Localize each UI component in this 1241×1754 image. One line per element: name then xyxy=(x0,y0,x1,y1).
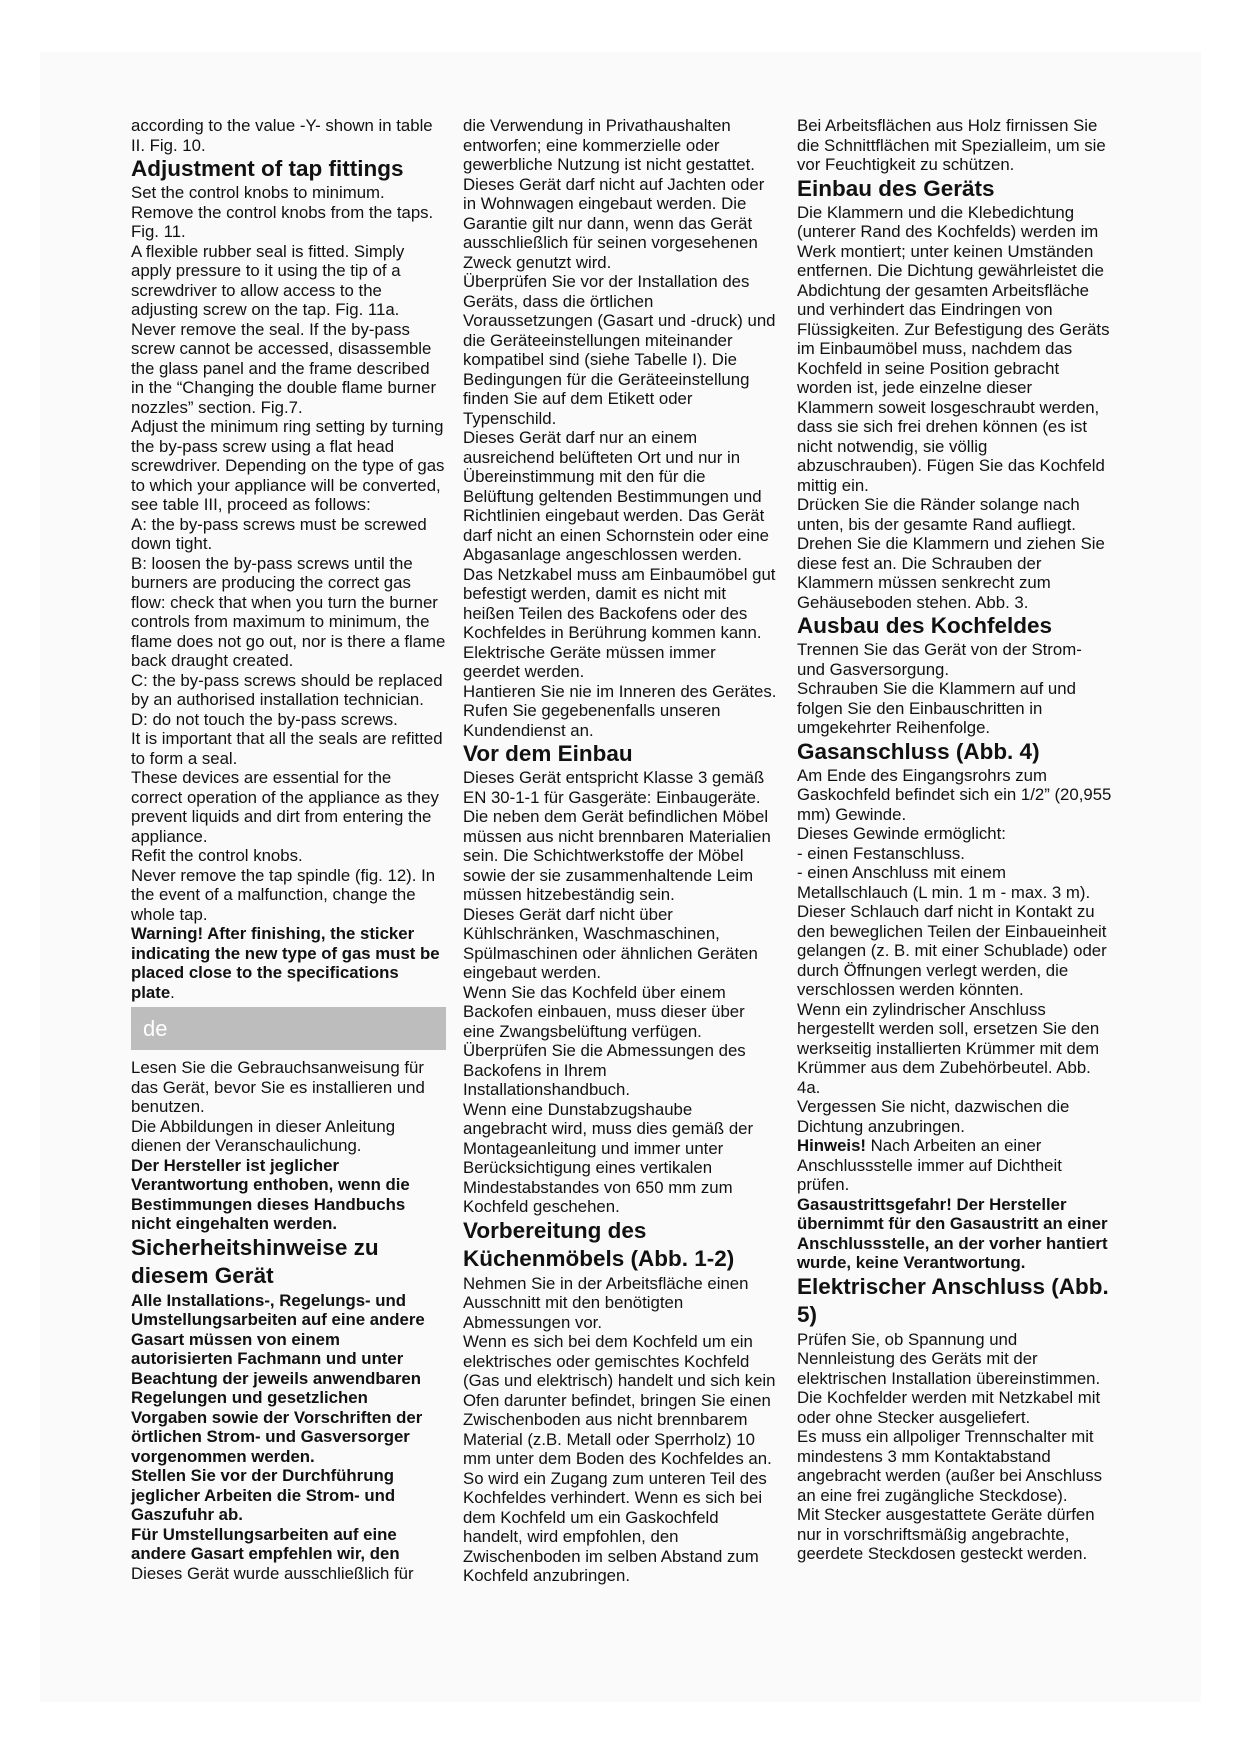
paragraph: - einen Festanschluss. xyxy=(797,843,965,863)
bold-paragraph xyxy=(131,1156,446,1234)
paragraph: Adjust the minimum ring setting by turning the by-pass screw using a flat head screwdriver. Depending on the type of gas to which your appliance will be converted, see table III, proceed as follows: xyxy=(131,417,445,514)
bold-text: Für Umstellungsarbeiten auf eine andere Gasart empfehlen wir, den xyxy=(131,1524,400,1563)
paragraph: Vergessen Sie nicht, dazwischen die Dichtung anzubringen. xyxy=(797,1097,1070,1136)
note-label: Hinweis! xyxy=(797,1136,867,1155)
paragraph: Mit Stecker ausgestattete Geräte dürfen nur in vorschriftsmäßig angebrachte, geerdete Steckdosen gesteckt werden. xyxy=(797,1505,1095,1563)
note-text: Nach Arbeiten an einer Anschlussstelle immer auf Dichtheit prüfen. xyxy=(797,1136,1062,1194)
bold-text: Stellen Sie vor der Durchführung jeglicher Arbeiten die Strom- und Gaszufuhr ab. xyxy=(131,1466,396,1524)
bold-paragraph xyxy=(131,1525,446,1564)
paragraph: Schrauben Sie die Klammern auf und folgen Sie den Einbauschritten in umgekehrter Reihenfolge. xyxy=(797,679,1076,737)
column-1 xyxy=(131,116,446,1583)
paragraph: Wenn Sie das Kochfeld über einem Backofen einbauen, muss dieser über eine Zwangsbelüftung verfügen. Überprüfen Sie die Abmessungen des Backofens in Ihrem Installationshandbuch. xyxy=(463,982,746,1099)
paragraph: Wenn eine Dunstabzugshaube angebracht wird, muss dies gemäß der Montageanleitung und immer unter Berücksichtigung eines vertikalen Mindestabstandes von 650 mm zum Kochfeld geschehen. xyxy=(463,1099,754,1216)
punctuation: . xyxy=(170,982,175,1002)
bold-paragraph xyxy=(131,924,446,1002)
bold-paragraph xyxy=(797,1195,1112,1273)
paragraph: Wenn ein zylindrischer Anschluss hergestellt werden soll, ersetzen Sie den werkseitig installierten Krümmer mit dem Krümmer aus dem Zubehörbeutel. Abb. 4a. xyxy=(797,999,1100,1097)
section-heading: Gasanschluss (Abb. 4) xyxy=(797,738,1040,764)
paragraph: Prüfen Sie, ob Spannung und Nennleistung des Geräts mit der elektrischen Installation übereinstimmen. Die Kochfelder werden mit Netzkabel mit oder ohne Stecker ausgeliefert. xyxy=(797,1329,1101,1427)
paragraph: C: the by-pass screws should be replaced by an authorised installation technician. xyxy=(131,670,443,709)
section-heading: Elektrischer Anschluss (Abb. 5) xyxy=(797,1273,1109,1327)
paragraph: These devices are essential for the correct operation of the appliance as they prevent liquids and dirt from entering the appliance. xyxy=(131,768,439,846)
paragraph: Trennen Sie das Gerät von der Strom- und Gasversorgung. xyxy=(797,640,1082,679)
column-3 xyxy=(797,116,1112,1564)
section-heading: Adjustment of tap fittings xyxy=(131,156,404,181)
paragraph: according to the value -Y- shown in table II. Fig. 10. xyxy=(131,116,433,155)
bold-text: Warning! After finishing, the sticker indicating the new type of gas must be placed close to the specifications plate xyxy=(131,924,440,1002)
paragraph: Das Netzkabel muss am Einbaumöbel gut befestigt werden, damit es nicht mit heißen Teilen des Backofens oder des Kochfeldes in Berührung kommen kann. Elektrische Geräte müssen immer geerdet werden. xyxy=(463,564,776,681)
bold-text: Der Hersteller ist jeglicher Verantwortung enthoben, wenn die Bestimmungen dieses Handbuchs nicht eingehalten werden. xyxy=(131,1155,410,1233)
bold-paragraph xyxy=(131,1291,446,1467)
paragraph: Dieses Gerät entspricht Klasse 3 gemäß EN 30-1-1 für Gasgeräte: Einbaugeräte. Die neben dem Gerät befindlichen Möbel müssen aus nicht brennbaren Materialien sein. Die Schichtwerkstoffe der Möbel sowie der sie zusammenhaltende Leim müssen hitzebeständig sein. xyxy=(463,768,771,904)
paragraph: D: do not touch the by-pass screws. xyxy=(131,709,398,729)
paragraph: Dieses Gewinde ermöglicht: xyxy=(797,824,1006,843)
paragraph: Nehmen Sie in der Arbeitsfläche einen Ausschnitt mit den benötigten Abmessungen vor. xyxy=(463,1273,749,1332)
note-paragraph xyxy=(797,1136,1112,1195)
bold-text: Alle Installations-, Regelungs- und Umstellungsarbeiten auf eine andere Gasart müssen von einem autorisierten Fachmann und unter Beachtung der jeweils anwendbaren Regelungen und gesetzlichen Vorgaben sowie der Vorschriften der örtlichen Strom- und Gasversorger vorgenommen werden. xyxy=(131,1290,425,1466)
column-2 xyxy=(463,116,777,1586)
paragraph: Drücken Sie die Ränder solange nach unten, bis der gesamte Rand aufliegt. Drehen Sie die Klammern und ziehen Sie diese fest an. Die Schrauben der Klammern müssen senkrecht zum Gehäuseboden stehen. Abb. 3. xyxy=(797,495,1105,612)
paragraph: It is important that all the seals are refitted to form a seal. xyxy=(131,729,443,768)
section-heading: Ausbau des Kochfeldes xyxy=(797,613,1053,638)
paragraph: Die Abbildungen in dieser Anleitung dienen der Veranschaulichung. xyxy=(131,1116,396,1155)
section-heading: Sicherheitshinweise zu diesem Gerät xyxy=(131,1234,379,1288)
paragraph: A flexible rubber seal is fitted. Simply apply pressure to it using the tip of a screwdriver to allow access to the adjusting screw on the tap. Fig. 11a. Never remove the seal. If the by-pass screw cannot be accessed, disassemble the glass panel and the frame described in the “Changing the double flame burner nozzles” section. Fig.7. xyxy=(131,241,437,417)
paragraph: die Verwendung in Privathaushalten entworfen; eine kommerzielle oder gewerbliche Nutzung ist nicht gestattet. Dieses Gerät darf nicht auf Jachten oder in Wohnwagen eingebaut werden. Die Garantie gilt nur dann, wenn das Gerät ausschließlich für seinen vorgesehenen Zweck genutzt wird. xyxy=(463,116,765,272)
paragraph: B: loosen the by-pass screws until the burners are producing the correct gas flow: check that when you turn the burner controls from maximum to minimum, the flame does not go out, nor is there a flame back draught created. xyxy=(131,553,446,670)
paragraph: Set the control knobs to minimum. xyxy=(131,183,385,202)
paragraph: Dieses Gerät darf nur an einem ausreichend belüfteten Ort und nur in Übereinstimmung mit den für die Belüftung geltenden Bestimmungen und Richtlinien eingebaut werden. Das Gerät darf nicht an einen Schornstein oder eine Abgasanlage angeschlossen werden. xyxy=(463,428,769,564)
paragraph: Hantieren Sie nie im Inneren des Gerätes. Rufen Sie gegebenenfalls unseren Kundendienst an. xyxy=(463,681,777,740)
paragraph: Dieses Gerät darf nicht über Kühlschränken, Waschmaschinen, Spülmaschinen oder ähnlichen Geräten eingebaut werden. xyxy=(463,904,758,982)
section-heading: Vorbereitung des Küchenmöbels (Abb. 1-2) xyxy=(463,1217,735,1271)
bold-text: Gasaustrittsgefahr! Der Hersteller übernimmt für den Gasaustritt an einer Anschlussstelle, an der vorher hantiert wurde, keine Verantwortung. xyxy=(797,1194,1108,1272)
paragraph: Überprüfen Sie vor der Installation des Geräts, dass die örtlichen Voraussetzungen (Gasart und -druck) und die Geräteeinstellungen miteinander kompatibel sind (siehe Tabelle I). Die Bedingungen für die Geräteeinstellung finden Sie auf dem Etikett oder Typenschild. xyxy=(463,272,776,428)
paragraph: Never remove the tap spindle (fig. 12). In the event of a malfunction, change the whole tap. xyxy=(131,865,436,924)
paragraph: A: the by-pass screws must be screwed down tight. xyxy=(131,514,427,553)
paragraph: Wenn es sich bei dem Kochfeld um ein elektrisches oder gemischtes Kochfeld (Gas und elektrisch) handelt und sich kein Ofen darunter befindet, bringen Sie einen Zwischenboden aus nicht brennbarem Material (z.B. Metall oder Sperrholz) 10 mm unter dem Boden des Kochfeldes an. So wird ein Zugang zum unteren Teil des Kochfeldes verhindert. Wenn es sich bei dem Kochfeld um ein Gaskochfeld handelt, wird empfohlen, den Zwischenboden im selben Abstand zum Kochfeld anzubringen. xyxy=(463,1332,776,1585)
paragraph: Lesen Sie die Gebrauchsanweisung für das Gerät, bevor Sie es installieren und benutzen. xyxy=(131,1058,425,1116)
section-heading: Einbau des Geräts xyxy=(797,175,995,201)
paragraph: Dieses Gerät wurde ausschließlich für xyxy=(131,1563,414,1583)
paragraph: Refit the control knobs. xyxy=(131,846,303,865)
paragraph: Remove the control knobs from the taps. Fig. 11. xyxy=(131,202,434,241)
paragraph: Am Ende des Eingangsrohrs zum Gaskochfeld befindet sich ein 1/2” (20,955 mm) Gewinde. xyxy=(797,765,1112,824)
paragraph: Bei Arbeitsflächen aus Holz firnissen Sie die Schnittflächen mit Spezialleim, um sie vor Feuchtigkeit zu schützen. xyxy=(797,116,1106,174)
paragraph: Die Klammern und die Klebedichtung (unterer Rand des Kochfelds) werden im Werk montiert; unter keinen Umständen entfernen. Die Dichtung gewährleistet die Abdichtung der gesamten Arbeitsfläche und verhindert das Eindringen von Flüssigkeiten. Zur Befestigung des Geräts im Einbaumöbel muss, nachdem das Kochfeld in seine Position gebracht worden ist, jede einzelne dieser Klammern soweit losgeschraubt werden, dass sie sich frei drehen können (es ist nicht notwendig, sie völlig abzuschrauben). Fügen Sie das Kochfeld mittig ein. xyxy=(797,202,1110,495)
paragraph: - einen Anschluss mit einem Metallschlauch (L min. 1 m - max. 3 m). Dieser Schlauch darf nicht in Kontakt zu den beweglichen Teilen der Einbaueinheit gelangen (z. B. mit einer Schublade) oder durch Öffnungen verlegt werden, die verschlossen werden könnten. xyxy=(797,863,1107,999)
language-band: de xyxy=(131,1007,446,1050)
paragraph: Es muss ein allpoliger Trennschalter mit mindestens 3 mm Kontaktabstand angebracht werden (außer bei Anschluss an eine frei zugängliche Steckdose). xyxy=(797,1427,1103,1505)
bold-paragraph xyxy=(131,1466,446,1525)
section-heading: Vor dem Einbau xyxy=(463,741,633,766)
